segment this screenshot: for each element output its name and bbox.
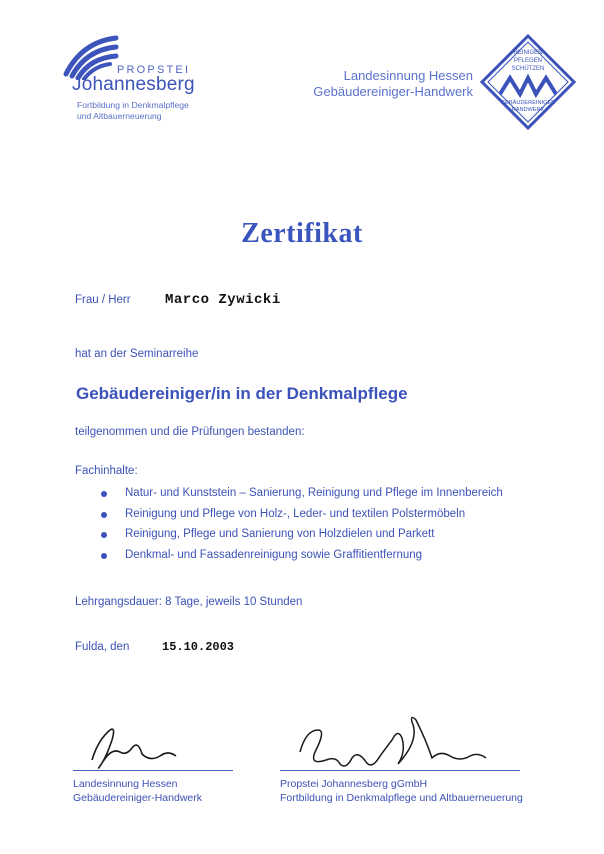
course-title: Gebäudereiniger/in in der Denkmalpflege — [76, 384, 408, 403]
right-signer-line1: Propstei Johannesberg gGmbH — [280, 778, 428, 790]
bullet-icon — [101, 532, 107, 538]
place-label: Fulda, den — [75, 641, 130, 653]
bullet-icon — [101, 491, 107, 497]
content-text: Reinigung, Pflege und Sanierung von Holzdielen und Parkett — [125, 528, 435, 540]
logo-tagline-1: Fortbildung in Denkmalpflege — [77, 100, 189, 110]
handwritten-signatures — [0, 700, 604, 780]
guild-name: Landesinnung Hessen — [343, 68, 473, 83]
result-text: teilgenommen und die Prüfungen bestanden: — [75, 426, 305, 438]
logo-tagline-2: und Altbauerneuerung — [77, 111, 162, 121]
seal-text-2: PFLEGEN — [513, 58, 543, 64]
list-item — [101, 487, 503, 508]
seal-text-4: GEBÄUDEREINIGER — [500, 100, 556, 106]
bullet-icon — [101, 553, 107, 559]
issue-date: 15.10.2003 — [162, 640, 235, 654]
seal-text-5: HANDWERK — [511, 107, 545, 113]
signature-line-left — [73, 770, 233, 771]
left-signer-line2: Gebäudereiniger-Handwerk — [73, 792, 202, 804]
contents-list — [101, 487, 503, 569]
list-item — [101, 508, 503, 529]
logo-brand-name: Johannesberg — [72, 74, 195, 95]
right-signature-icon — [300, 717, 486, 766]
recipient-name: Marco Zywicki — [165, 292, 281, 308]
list-item — [101, 549, 503, 570]
seal-text-1: REINIGEN — [513, 50, 543, 56]
left-signer-line1: Landesinnung Hessen — [73, 778, 178, 790]
guild-seal-icon — [480, 34, 576, 130]
content-text: Natur- und Kunststein – Sanierung, Reinigung und Pflege im Innenbereich — [125, 487, 503, 499]
certificate-title: Zertifikat — [241, 218, 363, 249]
right-signer-line2: Fortbildung in Denkmalpflege und Altbauerneuerung — [280, 792, 523, 804]
signature-line-right — [280, 770, 520, 771]
content-text: Denkmal- und Fassadenreinigung sowie Graffitientfernung — [125, 548, 423, 561]
logo-brand-small: PROPSTEI — [117, 64, 191, 76]
duration-text: Lehrgangsdauer: 8 Tage, jeweils 10 Stunden — [75, 596, 303, 608]
guild-trade: Gebäudereiniger-Handwerk — [313, 84, 473, 99]
seal-text-3: SCHÜTZEN — [511, 66, 545, 72]
intro-text: hat an der Seminarreihe — [75, 348, 199, 360]
left-signature-icon — [92, 729, 176, 768]
contents-label: Fachinhalte: — [75, 465, 138, 477]
bullet-icon — [101, 512, 107, 518]
content-text: Reinigung und Pflege von Holz-, Leder- und textilen Polstermöbeln — [125, 507, 466, 520]
salutation-label: Frau / Herr — [75, 294, 131, 306]
list-item — [101, 528, 503, 549]
